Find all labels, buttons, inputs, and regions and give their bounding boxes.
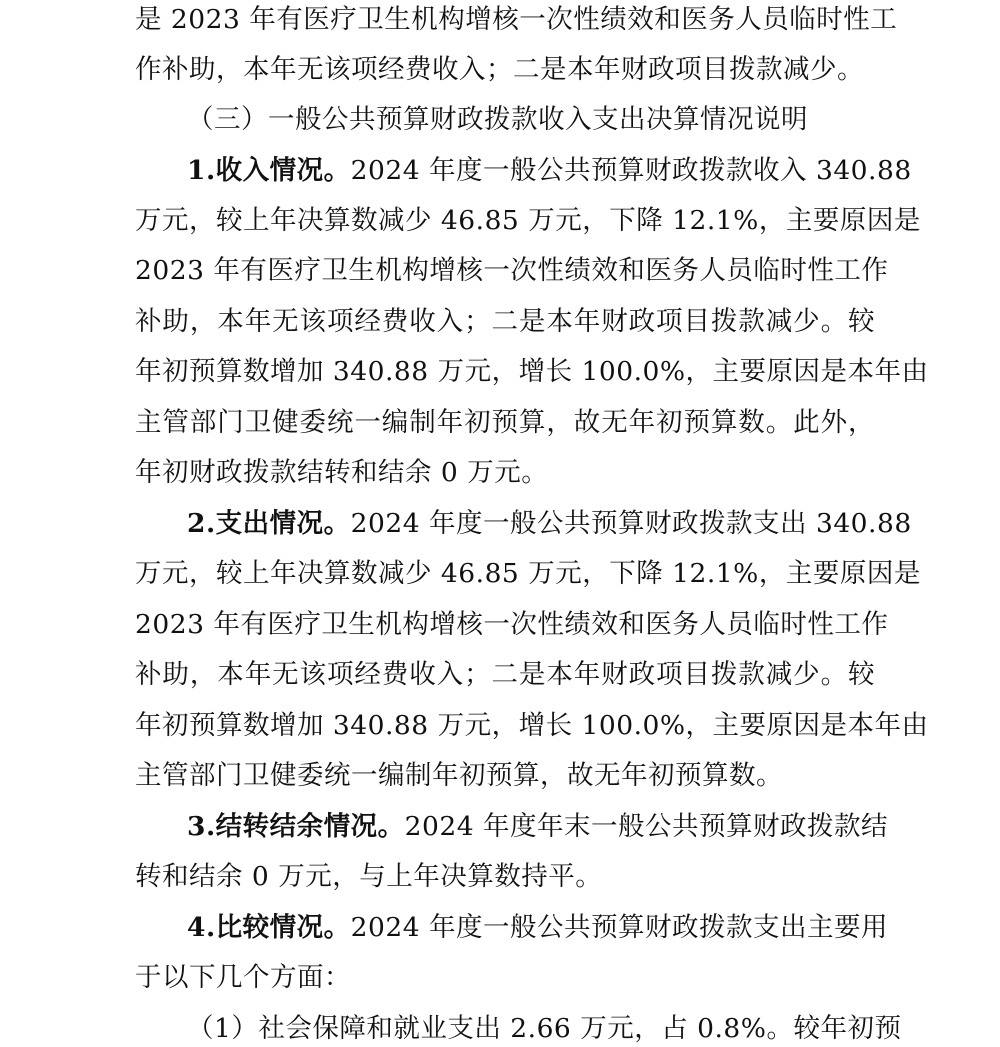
expense-paragraph-first-line xyxy=(187,506,912,542)
expense-line-4: 补助，本年无该项经费收入；二是本年财政项目拨款减少。较 xyxy=(135,659,875,690)
income-heading: 1.收入情况。 xyxy=(187,155,351,186)
expense-line-5: 年初预算数增加 340.88 万元，增长 100.0%，主要原因是本年由 xyxy=(135,710,929,741)
income-line-1: 2024 年度一般公共预算财政拨款收入 340.88 xyxy=(350,155,912,186)
income-line-4: 补助，本年无该项经费收入；二是本年财政项目拨款减少。较 xyxy=(135,306,875,337)
income-line-3: 2023 年有医疗卫生机构增核一次性绩效和医务人员临时性工作 xyxy=(135,255,889,286)
expense-heading: 2.支出情况。 xyxy=(187,508,351,539)
income-line-5: 年初预算数增加 340.88 万元，增长 100.0%，主要原因是本年由 xyxy=(135,356,929,387)
carryover-line-1: 2024 年度年末一般公共预算财政拨款结 xyxy=(404,811,889,842)
intro-line-2: 作补助，本年无该项经费收入；二是本年财政项目拨款减少。 xyxy=(135,54,864,85)
carryover-heading: 3.结转结余情况。 xyxy=(187,811,405,842)
comparison-line-2: 于以下几个方面： xyxy=(135,962,351,993)
carryover-line-2: 转和结余 0 万元，与上年决算数持平。 xyxy=(135,861,603,892)
income-line-2: 万元，较上年决算数减少 46.85 万元，下降 12.1%，主要原因是 xyxy=(135,205,921,236)
income-paragraph-first-line xyxy=(187,153,912,189)
expense-line-1: 2024 年度一般公共预算财政拨款支出 340.88 xyxy=(350,508,912,539)
comparison-paragraph-first-line xyxy=(187,910,889,946)
income-line-6: 主管部门卫健委统一编制年初预算，故无年初预算数。此外， xyxy=(135,407,875,438)
intro-line-1: 是 2023 年有医疗卫生机构增核一次性绩效和医务人员临时性工 xyxy=(135,4,898,35)
carryover-paragraph-first-line xyxy=(187,809,889,845)
expense-line-3: 2023 年有医疗卫生机构增核一次性绩效和医务人员临时性工作 xyxy=(135,609,889,640)
section-heading: （三）一般公共预算财政拨款收入支出决算情况说明 xyxy=(187,104,808,135)
comparison-line-1: 2024 年度一般公共预算财政拨款支出主要用 xyxy=(350,912,889,943)
item-1-line: （1）社会保障和就业支出 2.66 万元，占 0.8%。较年初预 xyxy=(187,1013,902,1044)
expense-line-6: 主管部门卫健委统一编制年初预算，故无年初预算数。 xyxy=(135,760,783,791)
income-line-7: 年初财政拨款结转和结余 0 万元。 xyxy=(135,457,549,488)
expense-line-2: 万元，较上年决算数减少 46.85 万元，下降 12.1%，主要原因是 xyxy=(135,558,921,589)
comparison-heading: 4.比较情况。 xyxy=(187,912,351,943)
